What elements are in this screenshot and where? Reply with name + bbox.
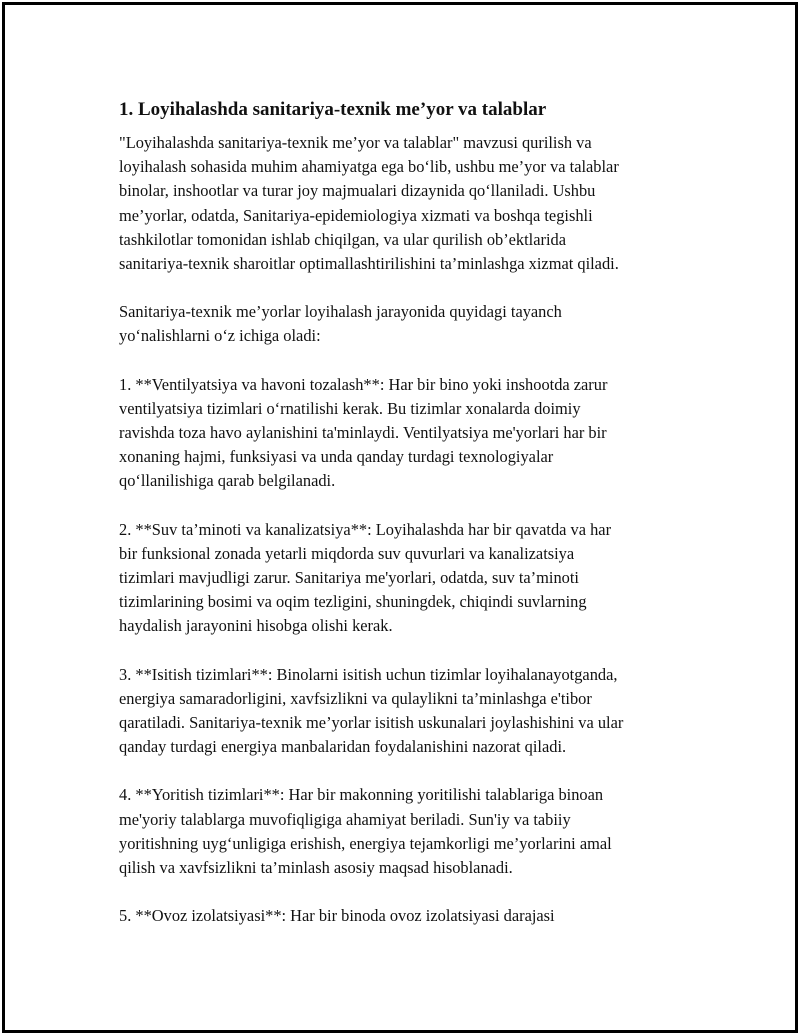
text-line: qaratiladi. Sanitariya-texnik me’yorlar isitish uskunalari joylashishini va ular	[119, 713, 624, 733]
text-line: qilish va xavfsizlikni ta’minlash asosiy maqsad hisoblanadi.	[119, 858, 513, 878]
text-line: tizimlari mavjudligi zarur. Sanitariya me'yorlari, odatda, suv ta’minoti	[119, 568, 579, 588]
text-line: sanitariya-texnik sharoitlar optimallashtirilishini ta’minlashga xizmat qiladi.	[119, 254, 619, 274]
paragraph	[119, 300, 699, 348]
text-line: Sanitariya-texnik me’yorlar loyihalash jarayonida quyidagi tayanch	[119, 302, 562, 322]
text-line: me’yorlar, odatda, Sanitariya-epidemiologiya xizmati va boshqa tegishli	[119, 205, 593, 225]
paragraph	[119, 783, 699, 880]
paragraph-list	[119, 131, 699, 928]
paragraph	[119, 518, 699, 639]
text-line: energiya samaradorligini, xavfsizlikni va qulaylikni ta’minlashga e'tibor	[119, 688, 592, 708]
text-line: me'yoriy talablarga muvofiqligiga ahamiyat beriladi. Sun'iy va tabiiy	[119, 809, 571, 829]
text-line: haydalish jarayonini hisobga olishi kerak.	[119, 616, 393, 636]
text-line: 1. **Ventilyatsiya va havoni tozalash**: Har bir bino yoki inshootda zarur	[119, 374, 608, 394]
text-line: ravishda toza havo aylanishini ta'minlaydi. Ventilyatsiya me'yorlari har bir	[119, 423, 607, 443]
text-line: 4. **Yoritish tizimlari**: Har bir makonning yoritilishi talablariga binoan	[119, 785, 604, 805]
text-line: tashkilotlar tomonidan ishlab chiqilgan, va ular qurilish ob’ektlarida	[119, 229, 566, 249]
text-line: ventilyatsiya tizimlari o‘rnatilishi kerak. Bu tizimlar xonalarda doimiy	[119, 398, 581, 418]
text-line: 3. **Isitish tizimlari**: Binolarni isitish uchun tizimlar loyihalanayotganda,	[119, 664, 618, 684]
page-frame	[2, 2, 798, 1033]
text-line: xonaning hajmi, funksiyasi va unda qanday turdagi texnologiyalar	[119, 447, 554, 467]
text-line: qo‘llanilishiga qarab belgilanadi.	[119, 471, 336, 491]
paragraph	[119, 904, 699, 928]
paragraph	[119, 373, 699, 494]
text-line: yo‘nalishlarni o‘z ichiga oladi:	[119, 326, 321, 346]
document-title: 1. Loyihalashda sanitariya-texnik me’yor va talablar	[119, 99, 547, 120]
text-line: 5. **Ovoz izolatsiyasi**: Har bir binoda ovoz izolatsiyasi darajasi	[119, 906, 555, 926]
text-line: binolar, inshootlar va turar joy majmualari dizaynida qo‘llaniladi. Ushbu	[119, 181, 596, 201]
text-line: loyihalash sohasida muhim ahamiyatga ega bo‘lib, ushbu me’yor va talablar	[119, 157, 619, 177]
text-line: 2. **Suv ta’minoti va kanalizatsiya**: Loyihalashda har bir qavatda va har	[119, 519, 612, 539]
paragraph	[119, 663, 699, 760]
text-line: qanday turdagi energiya manbalaridan foydalanishini nazorat qiladi.	[119, 737, 567, 757]
text-line: yoritishning uyg‘unligiga erishish, energiya tejamkorligi me’yorlarini amal	[119, 833, 612, 853]
document-body	[119, 97, 699, 952]
text-line: tizimlarining bosimi va oqim tezligini, shuningdek, chiqindi suvlarning	[119, 592, 587, 612]
text-line: "Loyihalashda sanitariya-texnik me’yor va talablar" mavzusi qurilish va	[119, 133, 592, 152]
paragraph	[119, 131, 699, 276]
text-line: bir funksional zonada yetarli miqdorda suv quvurlari va kanalizatsiya	[119, 543, 575, 563]
